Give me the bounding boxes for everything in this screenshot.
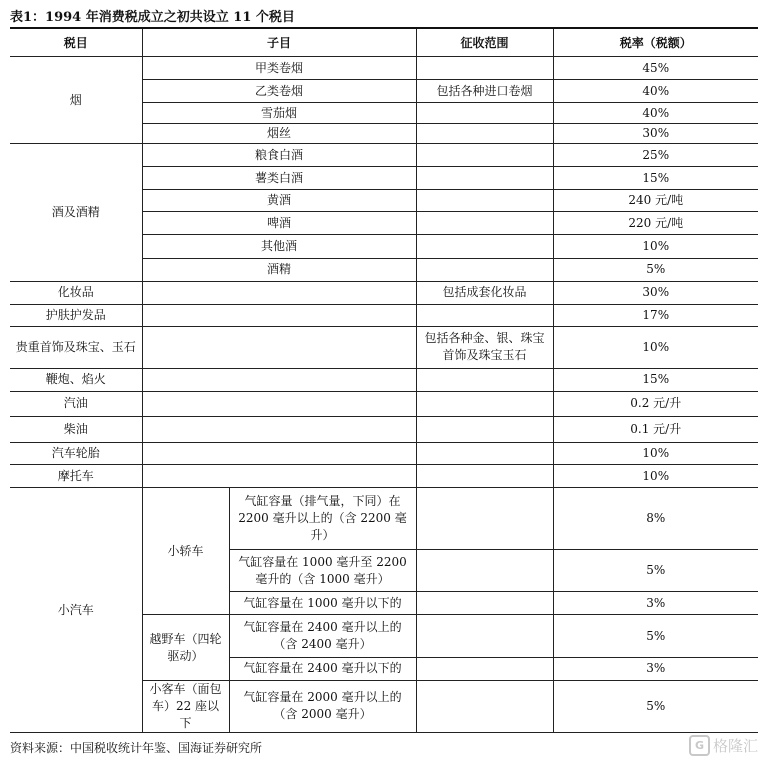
table-row: [10, 416, 758, 442]
scope-cell: [416, 124, 553, 144]
tax-cell: 贵重首饰及珠宝、玉石: [10, 326, 142, 368]
sub2-cell: 气缸容量在 2400 毫升以上的（含 2400 毫升）: [229, 615, 416, 657]
sub2-cell: 气缸容量在 2400 毫升以下的: [229, 657, 416, 680]
scope-cell: [416, 258, 553, 281]
rate-cell: 10%: [553, 443, 758, 465]
sub-cell: [142, 304, 416, 326]
scope-cell: [416, 657, 553, 680]
rate-cell: 3%: [553, 592, 758, 615]
scope-cell: [416, 190, 553, 212]
scope-cell: 包括各种进口卷烟: [416, 80, 553, 103]
rate-cell: 40%: [553, 103, 758, 124]
rate-cell: 30%: [553, 281, 758, 304]
scope-cell: [416, 465, 553, 488]
header-scope: 征收范围: [416, 28, 553, 57]
table-row: [10, 281, 758, 304]
rate-cell: 3%: [553, 657, 758, 680]
sub-cell: 粮食白酒: [142, 144, 416, 167]
tax-cell: 小汽车: [10, 488, 142, 733]
rate-cell: 8%: [553, 488, 758, 550]
rate-cell: 0.1 元/升: [553, 416, 758, 442]
tax-cell: 汽油: [10, 391, 142, 416]
sub-cell: 烟丝: [142, 124, 416, 144]
table-row: [10, 465, 758, 488]
sub-cell: [142, 391, 416, 416]
sub-cell: 小轿车: [142, 488, 229, 615]
tax-cell: 化妆品: [10, 281, 142, 304]
sub-cell: 甲类卷烟: [142, 57, 416, 80]
header-tax: 税目: [10, 28, 142, 57]
watermark: [689, 735, 758, 756]
scope-cell: [416, 368, 553, 391]
scope-cell: [416, 488, 553, 550]
scope-cell: [416, 167, 553, 190]
rate-cell: 220 元/吨: [553, 212, 758, 235]
sub-cell: 啤酒: [142, 212, 416, 235]
scope-cell: [416, 235, 553, 258]
sub2-cell: 气缸容量在 1000 毫升以下的: [229, 592, 416, 615]
sub2-cell: 气缸容量在 2000 毫升以上的（含 2000 毫升）: [229, 680, 416, 732]
table-row: [10, 488, 758, 550]
scope-cell: [416, 443, 553, 465]
sub-cell: 小客车（面包车）22 座以下: [142, 680, 229, 732]
table-row: [10, 144, 758, 167]
tax-cell: 鞭炮、焰火: [10, 368, 142, 391]
sub-cell: 越野车（四轮驱动）: [142, 615, 229, 680]
sub-cell: [142, 326, 416, 368]
scope-cell: [416, 103, 553, 124]
sub-cell: 乙类卷烟: [142, 80, 416, 103]
scope-cell: [416, 144, 553, 167]
rate-cell: 5%: [553, 615, 758, 657]
scope-cell: 包括成套化妆品: [416, 281, 553, 304]
table-row: [10, 304, 758, 326]
source-note: 资料来源：中国税收统计年鉴、国海证券研究所: [10, 741, 263, 755]
rate-cell: 10%: [553, 465, 758, 488]
tax-cell: 摩托车: [10, 465, 142, 488]
sub-cell: [142, 281, 416, 304]
table-row: [10, 57, 758, 80]
table-title: 表1：1994 年消费税成立之初共设立 11 个税目: [10, 10, 295, 25]
rate-cell: 30%: [553, 124, 758, 144]
sub-cell: [142, 368, 416, 391]
watermark-text: 格隆汇: [712, 737, 758, 755]
rate-cell: 40%: [553, 80, 758, 103]
tax-cell: 汽车轮胎: [10, 443, 142, 465]
rate-cell: 5%: [553, 680, 758, 732]
rate-cell: 25%: [553, 144, 758, 167]
scope-cell: [416, 304, 553, 326]
rate-cell: 0.2 元/升: [553, 391, 758, 416]
tax-cell: 烟: [10, 57, 142, 144]
rate-cell: 15%: [553, 167, 758, 190]
tax-cell: 柴油: [10, 416, 142, 442]
scope-cell: [416, 57, 553, 80]
scope-cell: [416, 212, 553, 235]
sub-cell: 黄酒: [142, 190, 416, 212]
table-row: [10, 391, 758, 416]
rate-cell: 45%: [553, 57, 758, 80]
watermark-logo-icon: G: [689, 735, 710, 756]
rate-cell: 17%: [553, 304, 758, 326]
scope-cell: 包括各种金、银、珠宝首饰及珠宝玉石: [416, 326, 553, 368]
scope-cell: [416, 550, 553, 592]
rate-cell: 240 元/吨: [553, 190, 758, 212]
tax-table: [10, 27, 758, 733]
scope-cell: [416, 680, 553, 732]
scope-cell: [416, 391, 553, 416]
rate-cell: 5%: [553, 258, 758, 281]
rate-cell: 10%: [553, 235, 758, 258]
tax-cell: 酒及酒精: [10, 144, 142, 281]
rate-cell: 5%: [553, 550, 758, 592]
sub-cell: 酒精: [142, 258, 416, 281]
scope-cell: [416, 592, 553, 615]
sub-cell: [142, 443, 416, 465]
sub2-cell: 气缸容量在 1000 毫升至 2200 毫升的（含 1000 毫升）: [229, 550, 416, 592]
tax-cell: 护肤护发品: [10, 304, 142, 326]
rate-cell: 15%: [553, 368, 758, 391]
table-row: [10, 326, 758, 368]
rate-cell: 10%: [553, 326, 758, 368]
sub-cell: 薯类白酒: [142, 167, 416, 190]
table-row: [10, 443, 758, 465]
sub2-cell: 气缸容量（排气量，下同）在 2200 毫升以上的（含 2200 毫升）: [229, 488, 416, 550]
sub-cell: 雪茄烟: [142, 103, 416, 124]
scope-cell: [416, 416, 553, 442]
table-row: [10, 368, 758, 391]
header-sub: 子目: [142, 28, 416, 57]
sub-cell: [142, 465, 416, 488]
sub-cell: 其他酒: [142, 235, 416, 258]
sub-cell: [142, 416, 416, 442]
header-row: [10, 28, 758, 57]
scope-cell: [416, 615, 553, 657]
header-rate: 税率（税额）: [553, 28, 758, 57]
